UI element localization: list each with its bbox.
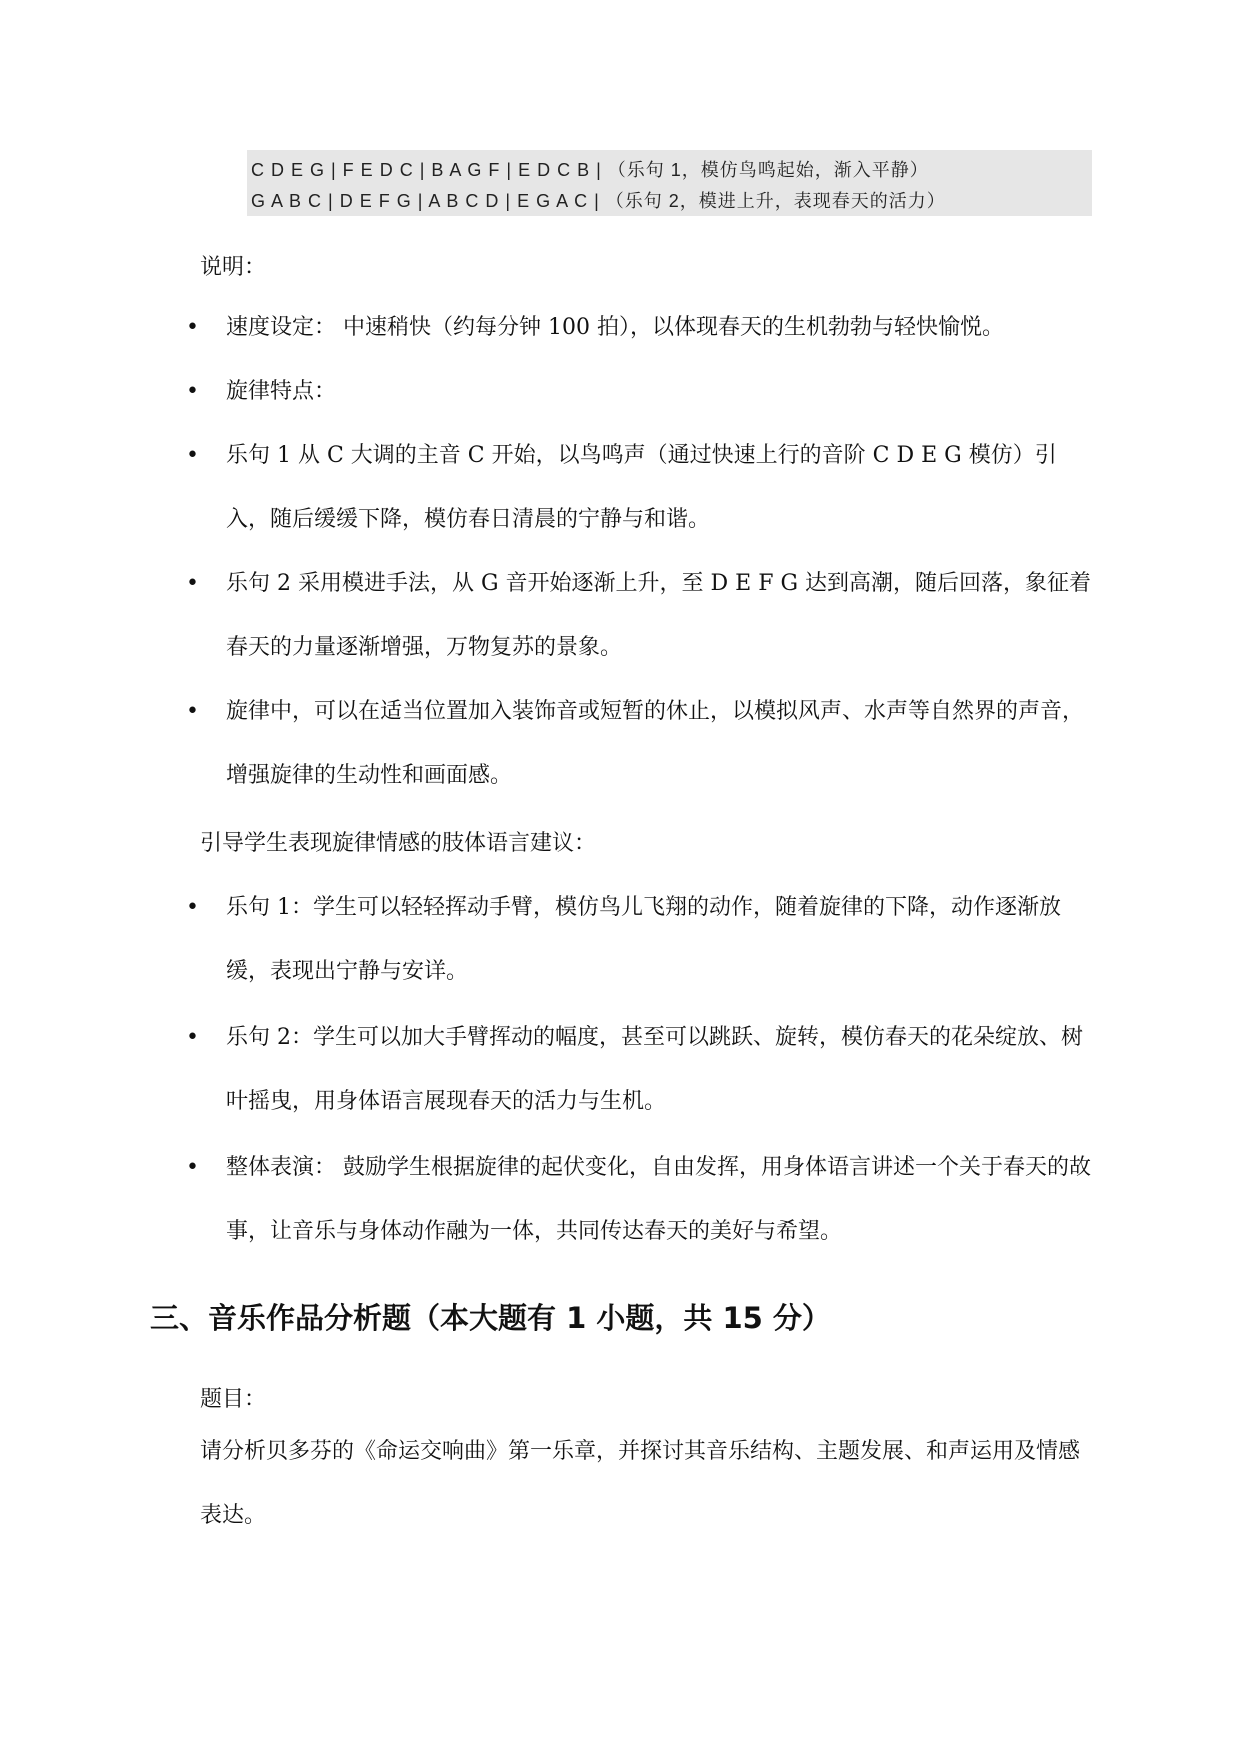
list-item	[186, 1136, 1096, 1264]
list-item-text: 旋律特点：	[226, 379, 337, 404]
list-item-text: 乐句 1 从 C 大调的主音 C 开始，以鸟鸣声（通过快速上行的音阶 C D E G 模仿）引入，随后缓缓下降，模仿春日清晨的宁静与和谐。	[226, 443, 1057, 532]
question-text: 请分析贝多芬的《命运交响曲》第一乐章，并探讨其音乐结构、主题发展、和声运用及情感表达。	[200, 1439, 1081, 1528]
bullet-icon: •	[186, 895, 199, 920]
list-item	[186, 680, 1096, 808]
list-item-text: 速度设定： 中速稍快（约每分钟 100 拍），以体现春天的生机勃勃与轻快愉悦。	[226, 315, 1004, 340]
bullet-icon: •	[186, 379, 199, 404]
melody-code-block	[247, 150, 1092, 216]
body-language-label: 引导学生表现旋律情感的肢体语言建议：	[200, 831, 597, 856]
bullet-icon: •	[186, 1155, 199, 1180]
bullet-icon: •	[186, 1025, 199, 1050]
bullet-icon: •	[186, 443, 199, 468]
list-item-text: 乐句 2 采用模进手法，从 G 音开始逐渐上升，至 D E F G 达到高潮，随后回落，象征着春天的力量逐渐增强，万物复苏的景象。	[226, 571, 1092, 660]
list-item-text: 乐句 2：学生可以加大手臂挥动的幅度，甚至可以跳跃、旋转，模仿春天的花朵绽放、树叶摇曳，用身体语言展现春天的活力与生机。	[226, 1025, 1083, 1114]
list-item	[186, 1006, 1096, 1134]
melody-line-1: C D E G | F E D C | B A G F | E D C B | （乐句 1，模仿鸟鸣起始，渐入平静）	[251, 160, 929, 180]
list-item	[186, 296, 1096, 360]
list-item-text: 乐句 1：学生可以轻轻挥动手臂，模仿鸟儿飞翔的动作，随着旋律的下降，动作逐渐放缓，表现出宁静与安详。	[226, 895, 1061, 984]
list-item	[186, 876, 1096, 1004]
list-item	[186, 360, 1096, 424]
section-heading: 三、音乐作品分析题（本大题有 1 小题，共 15 分）	[150, 1301, 831, 1335]
question-label: 题目：	[200, 1387, 267, 1412]
bullet-icon: •	[186, 699, 199, 724]
list-item	[186, 424, 1096, 552]
list-item	[186, 552, 1096, 680]
list-item-text: 整体表演： 鼓励学生根据旋律的起伏变化，自由发挥，用身体语言讲述一个关于春天的故事，让音乐与身体动作融为一体，共同传达春天的美好与希望。	[226, 1155, 1091, 1244]
bullet-icon: •	[186, 571, 199, 596]
melody-line-2: G A B C | D E F G | A B C D | E G A C | （乐句 2，模进上升，表现春天的活力）	[251, 191, 946, 211]
explanation-label: 说明：	[200, 255, 267, 280]
bullet-icon: •	[186, 315, 199, 340]
list-item-text: 旋律中，可以在适当位置加入装饰音或短暂的休止，以模拟风声、水声等自然界的声音，增强旋律的生动性和画面感。	[226, 699, 1085, 788]
